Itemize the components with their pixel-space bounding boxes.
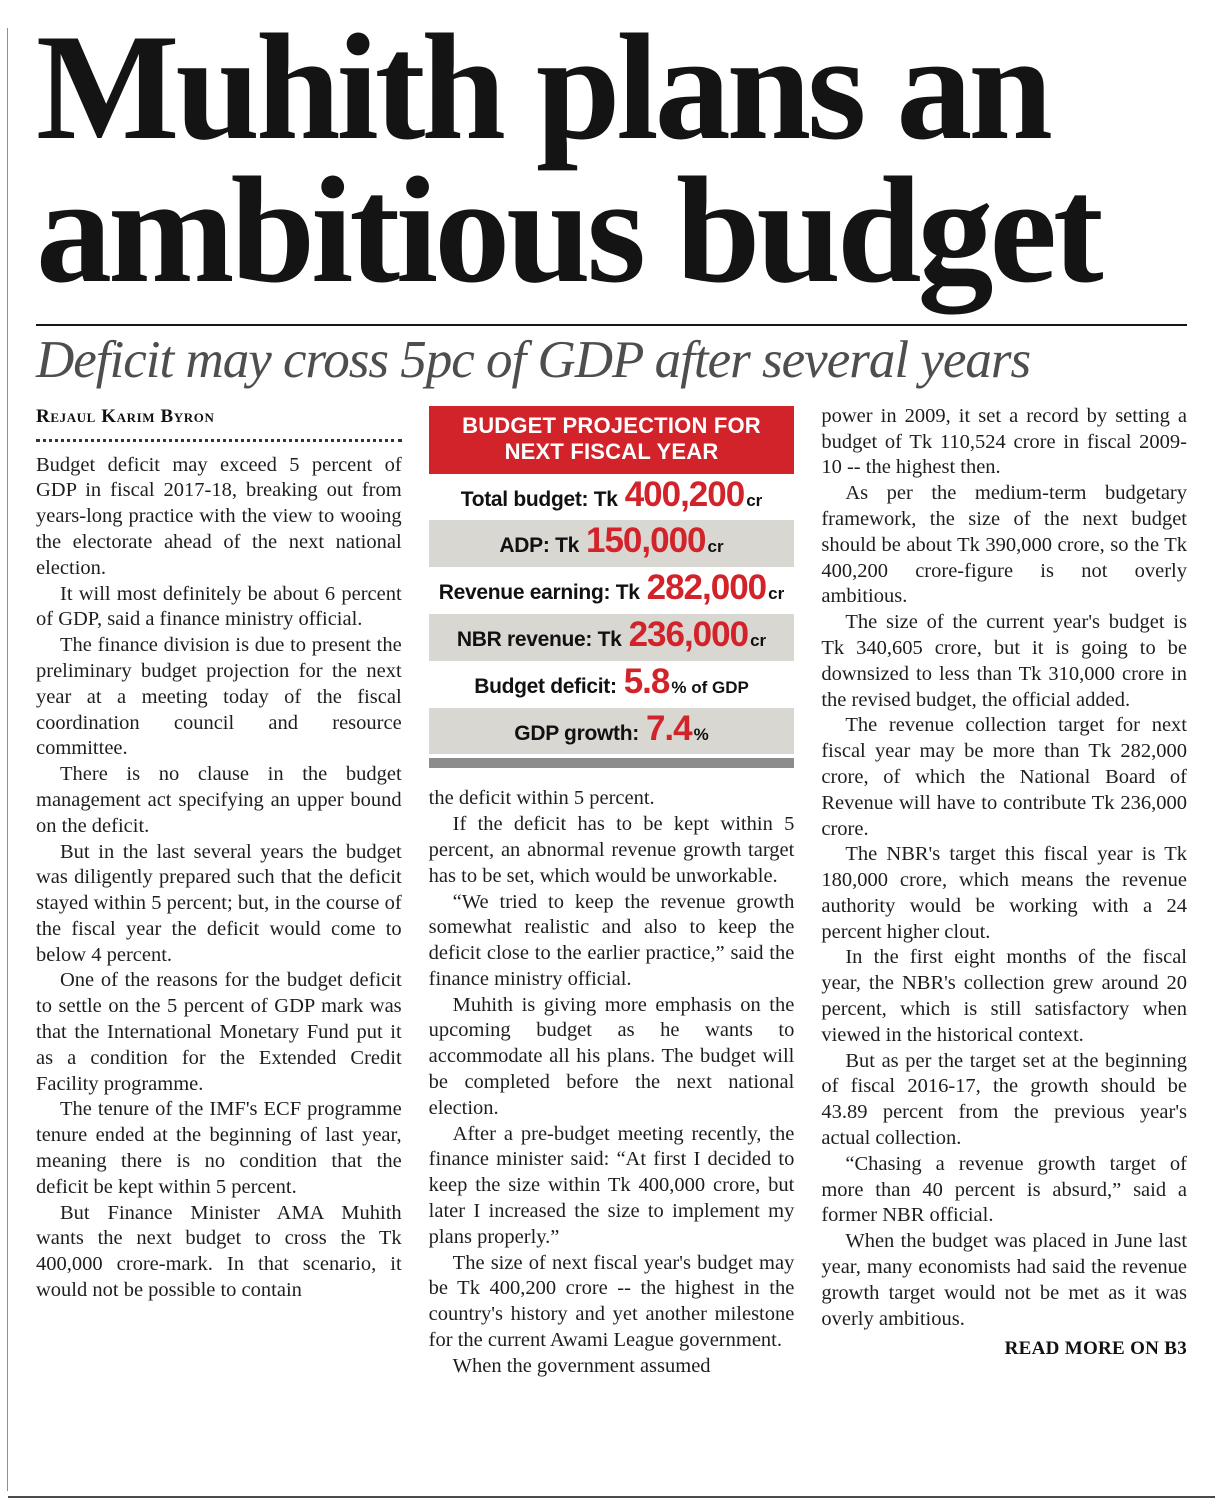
- paragraph: Budget deficit may exceed 5 percent of GDP in fiscal 2017-18, breaking out from years-long practice with the view to wooing the electorate ahead of the next national election.: [36, 453, 402, 579]
- infobox-row-value: 150,000: [585, 521, 706, 561]
- paragraph: “We tried to keep the revenue growth somewhat realistic and also to keep the deficit close to the earlier practice,” said the finance ministry official.: [428, 890, 795, 990]
- paragraph: The tenure of the IMF's ECF programme tenure ended at the beginning of last year, meaning there is no condition that the deficit be kept within 5 percent.: [36, 1098, 402, 1198]
- subheadline: Deficit may cross 5pc of GDP after several years: [36, 330, 1031, 389]
- infobox-row-value: 282,000: [646, 568, 767, 608]
- column-1: [36, 404, 402, 1380]
- headline: [36, 3, 1187, 314]
- headline-line-2: ambitious budget: [36, 145, 1100, 314]
- infobox-row-label: ADP: Tk: [499, 534, 579, 558]
- infobox-row-gdp-growth: [429, 708, 795, 755]
- paragraph: As per the medium-term budgetary framework, the size of the next budget should be about Tk 390,000 crore, so the Tk 400,200 crore-figure is not overly ambitious.: [821, 482, 1188, 608]
- paragraph: When the budget was placed in June last year, many economists had said the revenue growth target would not be met as it was overly ambitious.: [821, 1230, 1188, 1330]
- infobox-row-value: 400,200: [624, 474, 745, 514]
- paragraph: If the deficit has to be kept within 5 percent, an abnormal revenue growth target has to be set, which would be unworkable.: [428, 813, 795, 887]
- infobox-row-label: Revenue earning: Tk: [438, 581, 640, 605]
- paragraph: the deficit within 5 percent.: [428, 787, 655, 810]
- infobox-row-budget-deficit: [429, 661, 795, 708]
- budget-projection-infobox: [429, 406, 795, 769]
- headline-line-1: Muhith plans an: [36, 3, 1049, 171]
- paragraph: But in the last several years the budget was diligently prepared such that the deficit stayed within 5 percent; but, in the course of the fiscal year the deficit would come to below 4 percent.: [36, 840, 402, 966]
- paragraph: But Finance Minister AMA Muhith wants the next budget to cross the Tk 400,000 crore-mark. In that scenario, it would not be possible to contain: [36, 1201, 402, 1302]
- column-2: [429, 404, 795, 1380]
- paragraph: The size of next fiscal year's budget may be Tk 400,200 crore -- the highest in the country's history and yet another milestone for the current Awami League government.: [428, 1251, 795, 1352]
- infobox-row-value: 7.4: [645, 708, 692, 748]
- paragraph: The revenue collection target for next fiscal year may be more than Tk 282,000 crore, of which the National Board of Revenue will have to contribute Tk 236,000 crore.: [821, 714, 1188, 840]
- paragraph: There is no clause in the budget management act specifying an upper bound on the deficit.: [36, 763, 402, 837]
- bottom-divider: [8, 1496, 1215, 1498]
- infobox-row-unit: cr: [768, 584, 785, 604]
- infobox-row-label: Budget deficit:: [474, 674, 617, 698]
- infobox-row-label: Total budget: Tk: [460, 487, 618, 511]
- column-3: [821, 404, 1187, 1380]
- infobox-row-revenue-earning: [429, 567, 795, 614]
- byline: Rejaul Karim Byron: [36, 405, 215, 427]
- infobox-row-label: NBR revenue: Tk: [456, 627, 622, 651]
- infobox-row-unit: cr: [750, 630, 767, 650]
- paragraph: It will most definitely be about 6 percent of GDP, said a finance ministry official.: [36, 582, 402, 631]
- infobox-row-total-budget: [429, 474, 795, 521]
- infobox-row-value: 5.8: [623, 661, 670, 701]
- infobox-row-unit: %: [693, 724, 709, 744]
- infobox-row-unit: cr: [746, 490, 763, 510]
- infobox-row-nbr-revenue: [429, 614, 795, 661]
- infobox-bottom-bar: [429, 758, 795, 768]
- paragraph: After a pre-budget meeting recently, the finance minister said: “At first I decided to keep the size within Tk 400,000 crore, but later I increased the size to implement my plans properly.”: [428, 1122, 795, 1248]
- paragraph: Muhith is giving more emphasis on the upcoming budget as he wants to accommodate all his plans. The budget will be completed before the next national election.: [428, 993, 795, 1119]
- infobox-title-line-1: BUDGET PROJECTION FOR: [462, 412, 761, 438]
- infobox-row-adp: [429, 520, 795, 567]
- paragraph: The finance division is due to present the preliminary budget projection for the next year at a meeting today of the fiscal coordination council and resource committee.: [36, 634, 402, 760]
- headline-divider: [36, 324, 1187, 326]
- paragraph: power in 2009, it set a record by setting a budget of Tk 110,524 crore in fiscal 2009-10 -- the highest then.: [821, 404, 1188, 479]
- byline-dotted-divider: [36, 439, 402, 442]
- paragraph: But as per the target set at the beginning of fiscal 2016-17, the growth should be 43.89 percent from the previous year's actual collection.: [821, 1049, 1188, 1150]
- paragraph: The size of the current year's budget is Tk 340,605 crore, but it is going to be downsized to less than Tk 310,000 crore in the revised budget, the official added.: [821, 611, 1188, 711]
- paragraph: “Chasing a revenue growth target of more than 40 percent is absurd,” said a former NBR official.: [821, 1152, 1188, 1227]
- infobox-row-unit: % of GDP: [671, 677, 749, 697]
- read-more-notice: READ MORE ON B3: [1004, 1338, 1188, 1360]
- infobox-row-label: GDP growth:: [514, 721, 639, 745]
- paragraph: The NBR's target this fiscal year is Tk 180,000 crore, which means the revenue authority would be working with a 24 percent higher clout.: [821, 843, 1188, 943]
- left-column-rule: [7, 28, 8, 1491]
- paragraph: One of the reasons for the budget deficit to settle on the 5 percent of GDP mark was that the International Monetary Fund put it as a condition for the Extended Credit Facility programme.: [36, 969, 402, 1095]
- infobox-row-unit: cr: [707, 537, 724, 557]
- article-columns: [36, 404, 1187, 1380]
- infobox-title: [429, 406, 795, 474]
- infobox-title-line-2: NEXT FISCAL YEAR: [504, 439, 719, 465]
- infobox-row-value: 236,000: [628, 614, 749, 654]
- paragraph: When the government assumed: [452, 1354, 711, 1377]
- paragraph: In the first eight months of the fiscal year, the NBR's collection grew around 20 percent, which is still satisfactory when viewed in the historical context.: [821, 946, 1188, 1046]
